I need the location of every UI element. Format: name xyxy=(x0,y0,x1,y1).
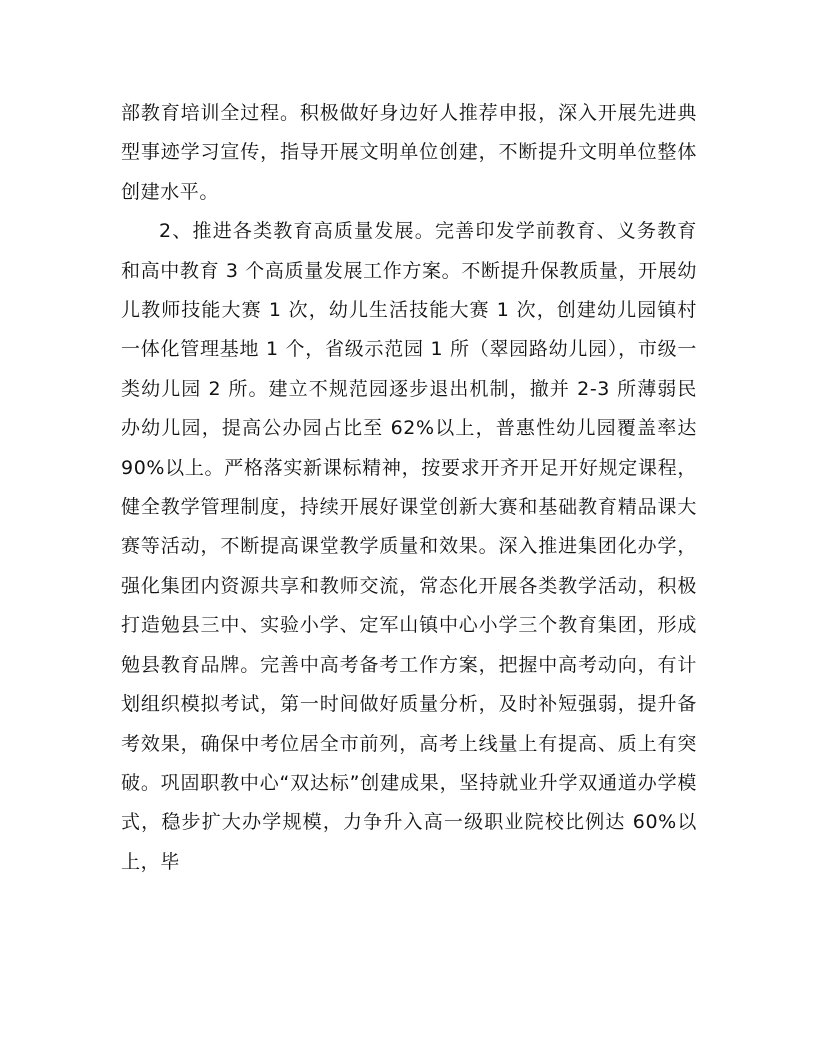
paragraph-1: 部教育培训全过程。积极做好身边好人推荐申报，深入开展先进典型事迹学习宣传，指导开展文明单位创建，不断提升文明单位整体创建水平。 xyxy=(121,102,697,203)
body-text xyxy=(121,94,697,882)
paragraph-2: 2、推进各类教育高质量发展。完善印发学前教育、义务教育和高中教育 3 个高质量发展工作方案。不断提升保教质量，开展幼儿教师技能大赛 1 次，幼儿生活技能大赛 1 次，创建幼儿园镇村一体化管理基地 1 个，省级示范园 1 所（翠园路幼儿园），市级一类幼儿园 2 所。建立不规范园逐步退出机制，撤并 2-3 所薄弱民办幼儿园，提高公办园占比至 62%以上，普惠性幼儿园覆盖率达 90%以上。严格落实新课标精神，按要求开齐开足开好规定课程，健全教学管理制度，持续开展好课堂创新大赛和基础教育精品课大赛等活动，不断提高课堂教学质量和效果。深入推进集团化办学，强化集团内资源共享和教师交流，常态化开展各类教学活动，积极打造勉县三中、实验小学、定军山镇中心小学三个教育集团，形成勉县教育品牌。完善中高考备考工作方案，把握中高考动向，有计划组织模拟考试，第一时间做好质量分析，及时补短强弱，提升备考效果，确保中考位居全市前列，高考上线量上有提高、质上有突破。巩固职教中心“双达标”创建成果，坚持就业升学双通道办学模式，稳步扩大办学规模，力争升入高一级职业院校比例达 60%以上，毕 xyxy=(121,220,697,873)
